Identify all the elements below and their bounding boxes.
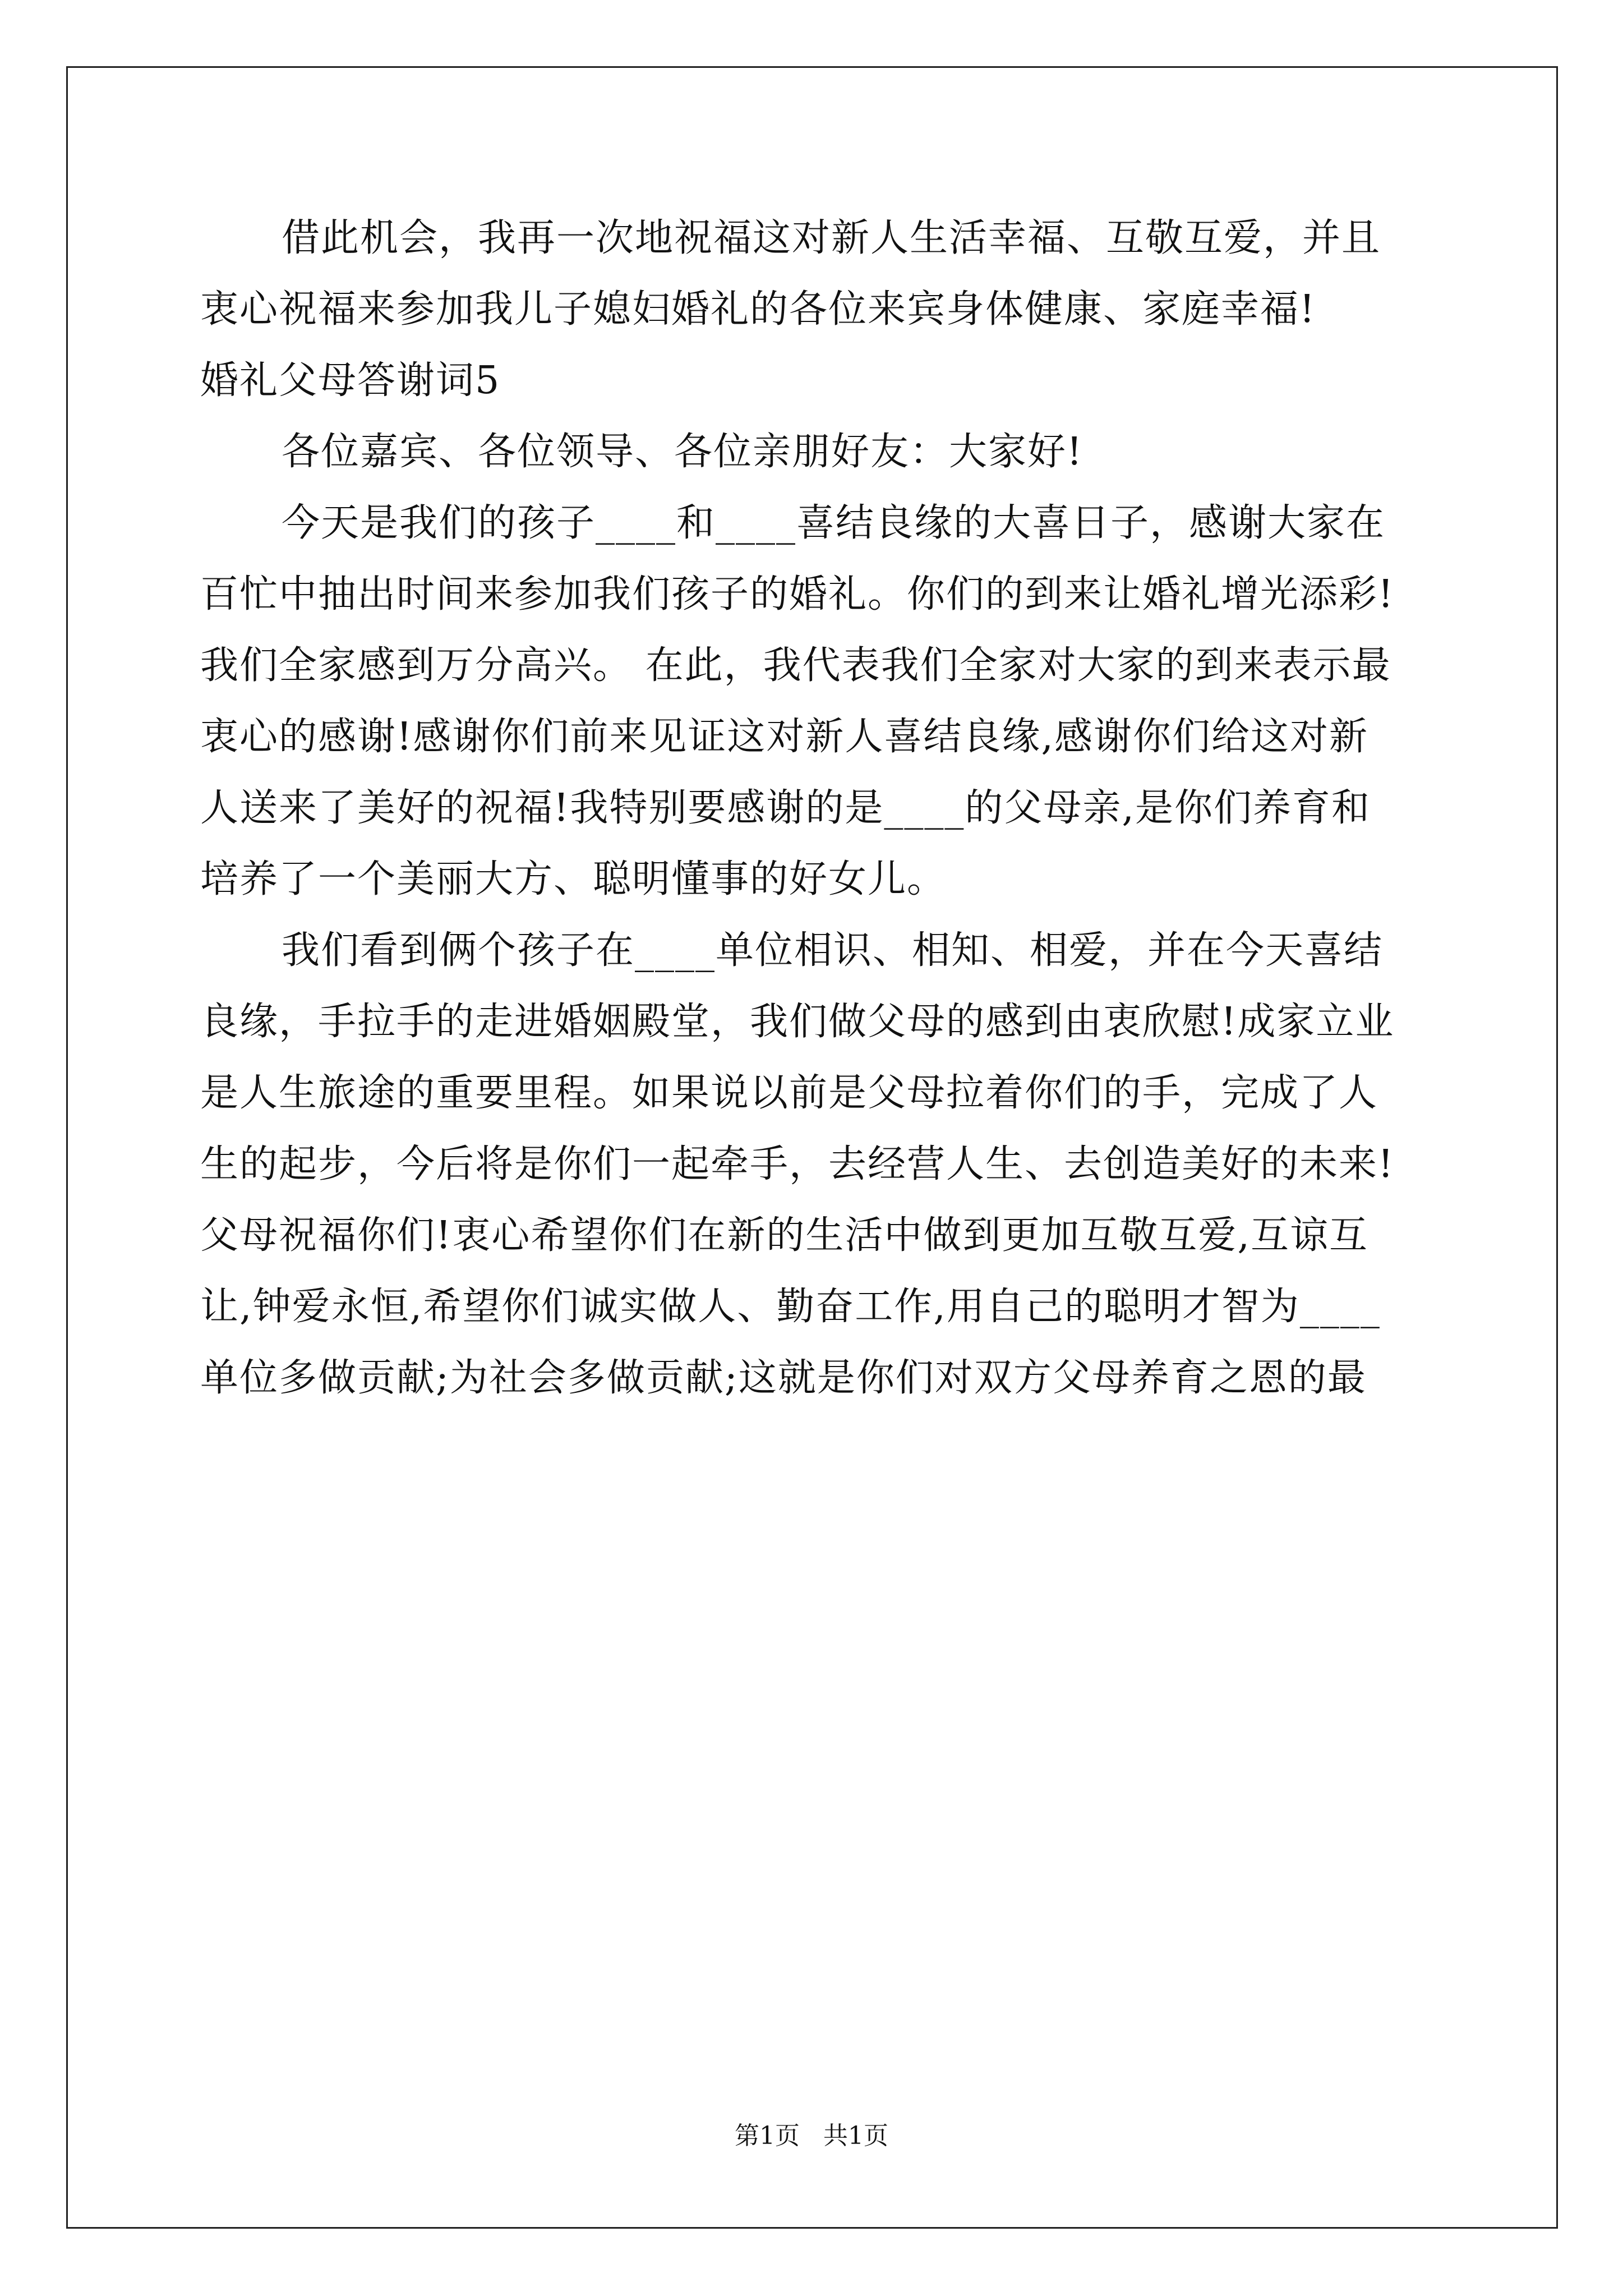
paragraph-line: 我们全家感到万分高兴。 在此，我代表我们全家对大家的到来表示最 (200, 643, 1391, 688)
paragraph-line: 人送来了美好的祝福!我特别要感谢的是____的父母亲,是你们养育和 (200, 786, 1371, 830)
paragraph-line: 良缘，手拉手的走进婚姻殿堂，我们做父母的感到由衷欣慰!成家立业 (200, 1000, 1395, 1044)
section-heading: 婚礼父母答谢词5 (200, 358, 501, 403)
paragraph-line: 父母祝福你们!衷心希望你们在新的生活中做到更加互敬互爱,互谅互 (200, 1213, 1368, 1258)
paragraph-line: 衷心祝福来参加我儿子媳妇婚礼的各位来宾身体健康、家庭幸福! (200, 287, 1316, 332)
paragraph-line: 生的起步，今后将是你们一起牵手，去经营人生、去创造美好的未来! (200, 1142, 1395, 1186)
page-footer: 第1页 共1页 (735, 2122, 888, 2150)
paragraph-line: 我们看到俩个孩子在____单位相识、相知、相爱，并在今天喜结 (282, 928, 1384, 973)
paragraph-line: 是人生旅途的重要里程。如果说以前是父母拉着你们的手，完成了人 (200, 1071, 1378, 1115)
paragraph-line: 借此机会，我再一次地祝福这对新人生活幸福、互敬互爱，并且 (282, 216, 1381, 260)
paragraph-line: 各位嘉宾、各位领导、各位亲朋好友：大家好! (282, 430, 1083, 474)
paragraph-line: 今天是我们的孩子____和____喜结良缘的大喜日子，感谢大家在 (282, 501, 1386, 545)
paragraph-line: 让,钟爱永恒,希望你们诚实做人、勤奋工作,用自己的聪明才智为____ (200, 1285, 1381, 1329)
paragraph-line: 单位多做贡献;为社会多做贡献;这就是你们对双方父母养育之恩的最 (200, 1356, 1367, 1400)
paragraph-line: 培养了一个美丽大方、聪明懂事的好女儿。 (200, 857, 947, 901)
paragraph-line: 百忙中抽出时间来参加我们孩子的婚礼。你们的到来让婚礼增光添彩! (200, 572, 1395, 616)
paragraph-line: 衷心的感谢!感谢你们前来见证这对新人喜结良缘,感谢你们给这对新 (200, 715, 1368, 759)
